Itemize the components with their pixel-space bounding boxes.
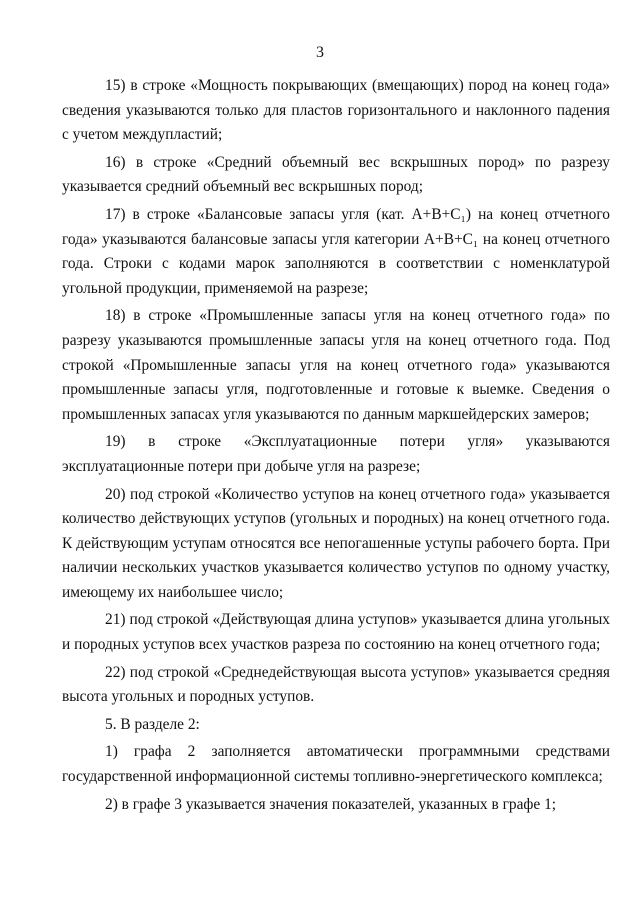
paragraph-item-18: 18) в строке «Промышленные запасы угля на конец отчетного года» по разрезу указываются промышленные запасы угля на конец отчетного года. Под строкой «Промышленные запасы угля на конец отчетного года» указываются промышленные запасы угля, подготовленные и готовые к выемке. Сведения о промышленных запасах угля указываются по данным маркшейдерских замеров; bbox=[62, 307, 610, 423]
document-body bbox=[62, 74, 610, 820]
paragraph-item-21: 21) под строкой «Действующая длина уступов» указывается длина угольных и породных уступов всех участков разреза по состоянию на конец отчетного года; bbox=[62, 611, 610, 654]
paragraph-item-22: 22) под строкой «Среднедействующая высота уступов» указывается средняя высота угольных и породных уступов. bbox=[62, 663, 610, 706]
paragraph-column-2: 1) графа 2 заполняется автоматически программными средствами государственной информационной системы топливно-энергетического комплекса; bbox=[62, 743, 610, 786]
paragraph-item-20: 20) под строкой «Количество уступов на конец отчетного года» указывается количество действующих уступов (угольных и породных) на конец отчетного года. К действующим уступам относятся все непогашенные уступы рабочего борта. При наличии нескольких участков указывается количество уступов по одному участку, имеющему их наибольшее число; bbox=[62, 485, 610, 601]
paragraph-item-15: 15) в строке «Мощность покрывающих (вмещающих) пород на конец года» сведения указываются только для пластов горизонтального и наклонного падения с учетом междупластий; bbox=[62, 77, 610, 144]
paragraph-column-3: 2) в графе 3 указывается значения показателей, указанных в графе 1; bbox=[105, 795, 557, 813]
paragraph-item-16: 16) в строке «Средний объемный вес вскрышных пород» по разрезу указывается средний объемный вес вскрышных пород; bbox=[62, 153, 610, 196]
section-heading: 5. В разделе 2: bbox=[105, 715, 200, 733]
paragraph-item-19: 19) в строке «Эксплуатационные потери угля» указываются эксплуатационные потери при добыче угля на разрезе; bbox=[62, 433, 610, 475]
page-number: 3 bbox=[316, 44, 324, 61]
paragraph-item-17: 17) в строке «Балансовые запасы угля (кат. А+В+С₁) на конец отчетного года» указываются балансовые запасы угля категории А+В+С₁ на конец отчетного года. Строки с кодами марок заполняются в соответствии с номенклатурой угольной продукции, применяемой на разрезе; bbox=[62, 205, 610, 297]
